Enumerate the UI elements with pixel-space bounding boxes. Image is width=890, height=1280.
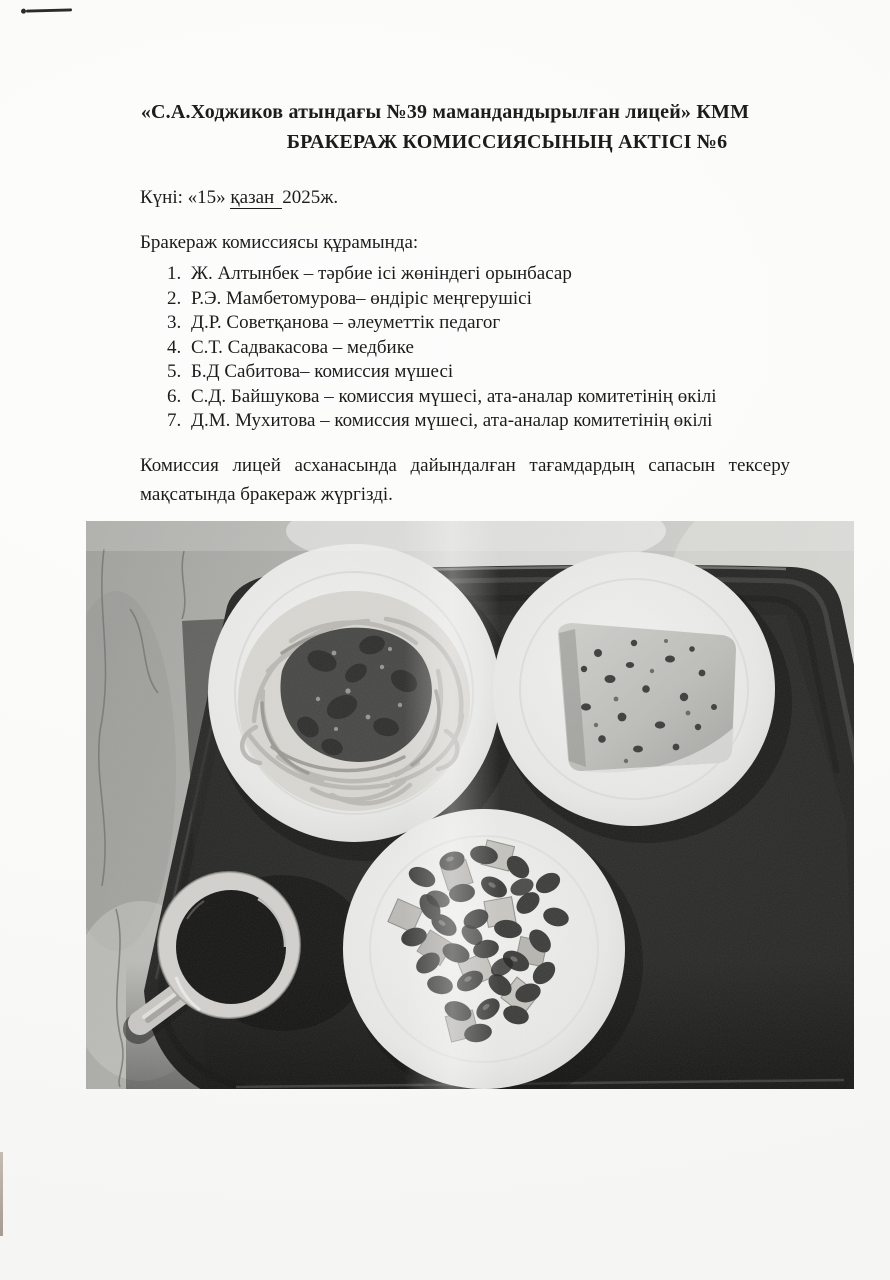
document-title-line2: БРАКЕРАЖ КОМИССИЯСЫНЫҢ АКТІСІ №6	[286, 131, 728, 153]
commission-member-item: 1. Ж. Алтынбек – тәрбие ісі жөніндегі орынбасар	[186, 262, 834, 287]
commission-member-item: 7. Д.М. Мухитова – комиссия мүшесі, ата-аналар комитетінің өкілі	[186, 409, 834, 434]
document-title-line1: «С.А.Ходжиков атындағы №39 мамандандырылған лицей» КММ	[140, 101, 750, 123]
date-month-underlined: қазан	[230, 187, 282, 209]
commission-member-item: 6. С.Д. Байшукова – комиссия мүшесі, ата-аналар комитетінің өкілі	[186, 385, 834, 410]
purpose-paragraph: Комиссия лицей асханасында дайындалған тағамдардың сапасын тексеру мақсатында бракераж жүргізді.	[140, 455, 790, 505]
commission-members-list	[140, 262, 834, 434]
food-tray-photo	[86, 521, 854, 1089]
commission-member-item: 3. Д.Р. Советқанова – әлеуметтік педагог	[186, 311, 834, 336]
commission-heading: Бракераж комиссиясы құрамында:	[140, 232, 419, 253]
commission-member-item: 2. Р.Э. Мамбетомурова– өндіріс меңгерушісі	[186, 287, 834, 312]
commission-member-item: 4. С.Т. Садвакасова – медбике	[186, 336, 834, 361]
date-prefix: Күні: «15»	[140, 187, 226, 208]
commission-member-item: 5. Б.Д Сабитова– комиссия мүшесі	[186, 360, 834, 385]
date-line	[140, 187, 338, 209]
film-grain-overlay	[86, 521, 854, 1089]
date-year: 2025ж.	[282, 187, 339, 208]
